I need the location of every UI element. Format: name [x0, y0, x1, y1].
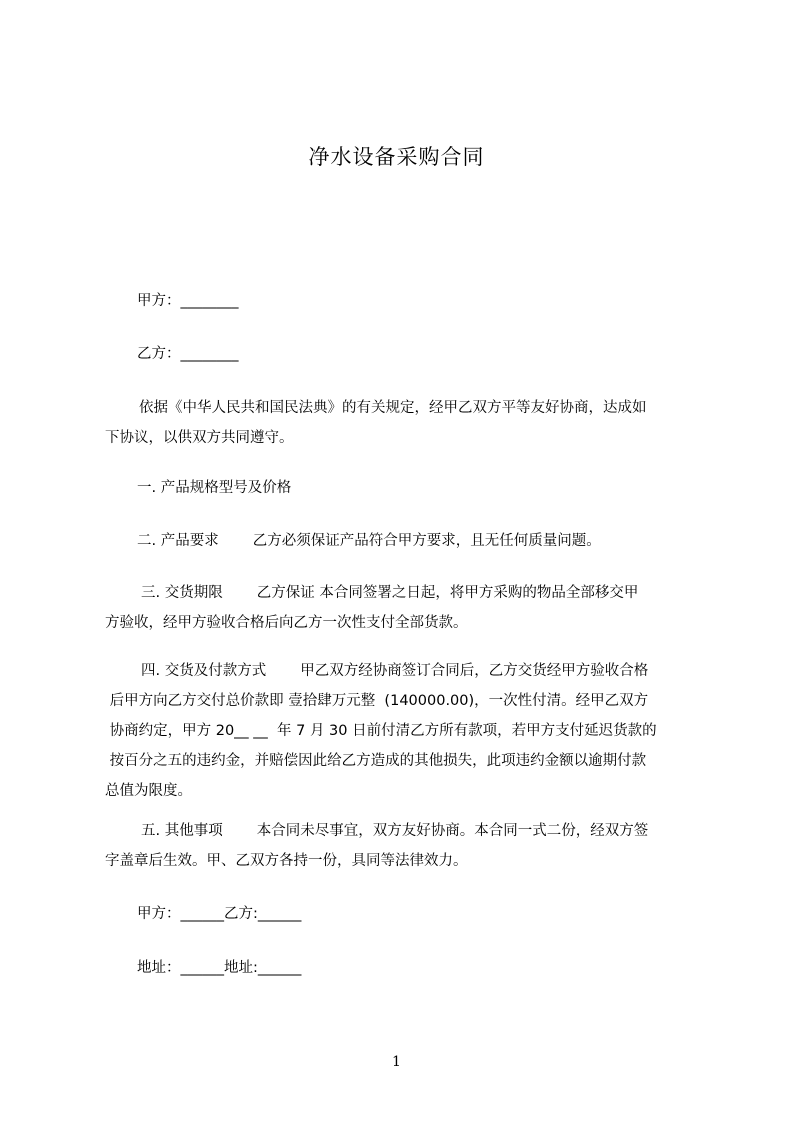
clause-3: [105, 578, 705, 638]
signature-address-line: 地址：______地址:______: [137, 960, 302, 976]
preamble-line-1: 依据《中华人民共和国民法典》的有关规定，经甲乙双方平等友好协商，达成如: [139, 400, 647, 416]
clause-1-heading: 一. 产品规格型号及价格: [137, 480, 292, 496]
clause-4-line-5: 总值为限度。: [105, 783, 192, 799]
clause-4-line-4: 按百分之五的违约金，并赔偿因此给乙方造成的其他损失，此项违约金额以逾期付款: [105, 753, 647, 769]
clause-4: [105, 656, 705, 806]
clause-5-line-1: 本合同未尽事宜，双方友好协商。本合同一式二份，经双方签: [256, 823, 649, 839]
clause-3-line-2: 方验收，经甲方验收合格后向乙方一次性支付全部货款。: [105, 615, 468, 631]
clause-3-line-1: 乙方保证 本合同签署之日起，将甲方采购的物品全部移交甲: [256, 585, 639, 601]
signature-party-line: 甲方：______乙方:______: [137, 906, 302, 922]
party-a-line: 甲方：________: [137, 293, 239, 309]
preamble-line-2: 下协议，以供双方共同遵守。: [105, 430, 294, 446]
page-number: 1: [392, 1054, 401, 1070]
clause-2: [105, 526, 737, 556]
clause-2-heading: 二. 产品要求: [137, 533, 219, 549]
clause-5-heading: 五. 其他事项: [141, 823, 223, 839]
clause-5-line-2: 字盖章后生效。甲、乙双方各持一份，具同等法律效力。: [105, 853, 468, 869]
clause-4-line-2: 后甲方向乙方交付总价款即 壹拾肆万元整 (140000.00)，一次性付清。经甲乙双方: [105, 693, 649, 709]
document-title: 净水设备采购合同: [308, 145, 485, 169]
clause-4-line-3: 协商约定，甲方 20__ __ 年 7 月 30 日前付清乙方所有款项，若甲方支付延迟货款的: [105, 723, 657, 739]
clause-4-line-1: 甲乙双方经协商签订合同后，乙方交货经甲方验收合格: [300, 663, 649, 679]
party-b-line: 乙方：________: [137, 346, 239, 362]
preamble-paragraph: [105, 393, 705, 453]
clause-2-text: 乙方必须保证产品符合甲方要求，且无任何质量问题。: [252, 533, 601, 549]
clause-3-heading: 三. 交货期限: [141, 585, 223, 601]
clause-4-heading: 四. 交货及付款方式: [141, 663, 267, 679]
clause-5: [105, 816, 705, 876]
